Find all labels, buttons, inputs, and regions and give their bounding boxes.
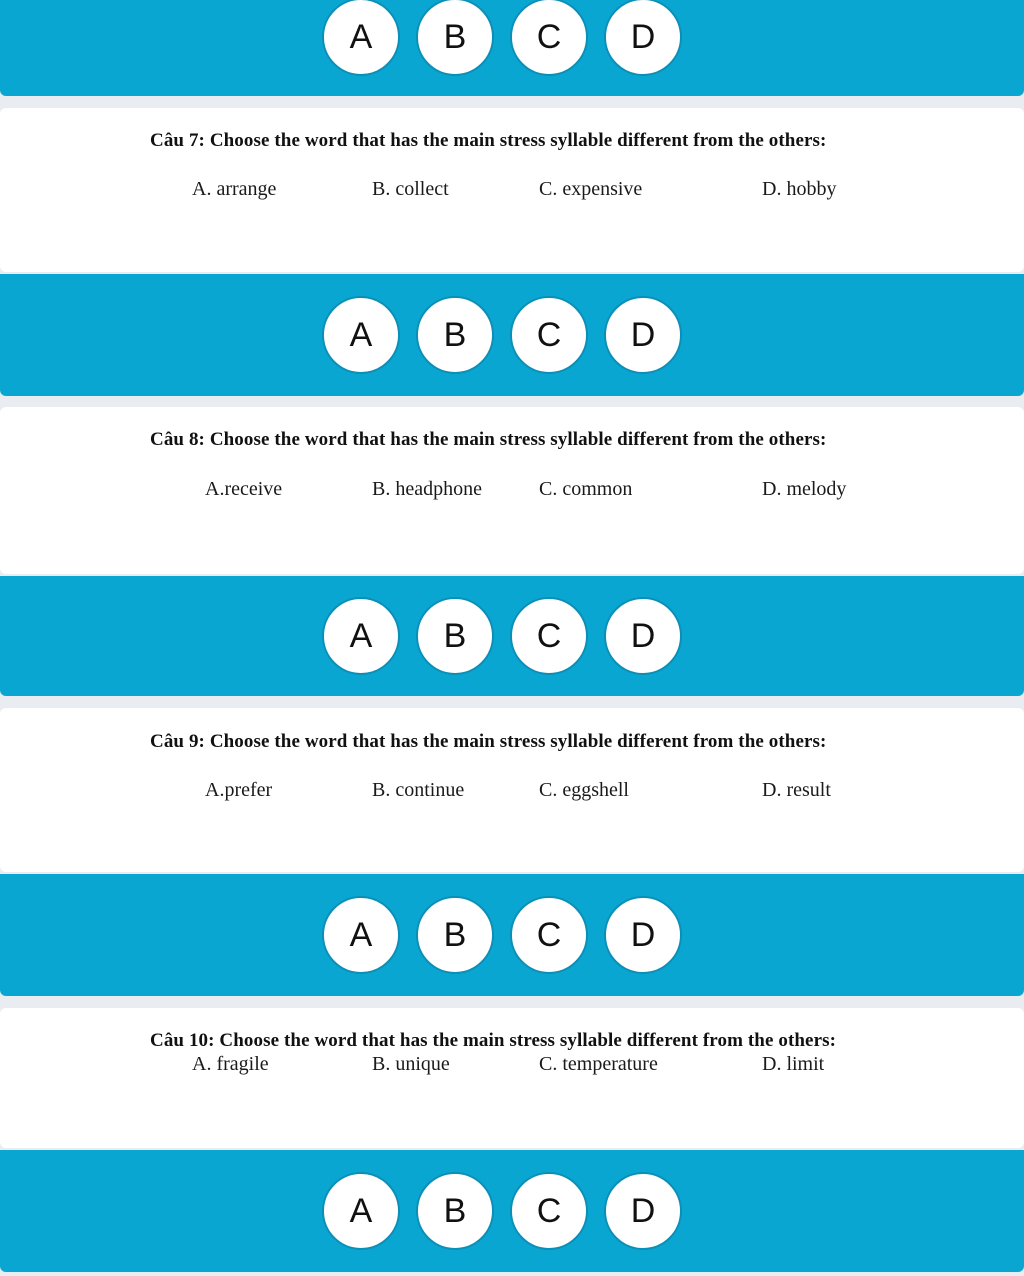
answer-a-button[interactable]: A [322,296,400,374]
answer-button-group [322,1172,682,1250]
answer-button-group [322,0,682,76]
choice-b: B. unique [372,1053,450,1075]
answer-a-button[interactable]: A [322,896,400,974]
choice-c: C. expensive [539,178,643,200]
answer-b-button[interactable]: B [416,1172,494,1250]
choice-b: B. collect [372,178,449,200]
question-title: Câu 7: Choose the word that has the main stress syllable different from the others: [150,130,827,151]
answer-c-button[interactable]: C [510,597,588,675]
choice-d: D. limit [762,1053,825,1075]
answer-c-button[interactable]: C [510,896,588,974]
answer-button-group [322,896,682,974]
question-card-7 [0,108,1024,272]
answer-c-button[interactable]: C [510,296,588,374]
choice-d: D. hobby [762,178,837,200]
answer-bar-q6 [0,0,1024,96]
question-title: Câu 9: Choose the word that has the main stress syllable different from the others: [150,731,827,752]
answer-b-button[interactable]: B [416,597,494,675]
question-title: Câu 8: Choose the word that has the main stress syllable different from the others: [150,429,827,450]
answer-bar-q8 [0,576,1024,696]
choice-d: D. result [762,779,831,801]
answer-bar-q10 [0,1150,1024,1272]
answer-bar-q9 [0,874,1024,996]
answer-d-button[interactable]: D [604,896,682,974]
question-card-10 [0,1008,1024,1148]
answer-b-button[interactable]: B [416,896,494,974]
answer-a-button[interactable]: A [322,0,400,76]
answer-button-group [322,296,682,374]
choice-b: B. continue [372,779,465,801]
choice-c: C. common [539,478,633,500]
answer-bar-q7 [0,274,1024,396]
choice-c: C. temperature [539,1053,658,1075]
answer-d-button[interactable]: D [604,597,682,675]
answer-c-button[interactable]: C [510,0,588,76]
answer-d-button[interactable]: D [604,296,682,374]
answer-button-group [322,597,682,675]
choice-b: B. headphone [372,478,482,500]
answer-c-button[interactable]: C [510,1172,588,1250]
answer-b-button[interactable]: B [416,296,494,374]
answer-d-button[interactable]: D [604,0,682,76]
question-card-8 [0,407,1024,574]
choice-a: A.receive [205,478,283,500]
answer-a-button[interactable]: A [322,1172,400,1250]
choice-a: A. fragile [192,1053,269,1075]
choice-a: A.prefer [205,779,273,801]
answer-b-button[interactable]: B [416,0,494,76]
choice-a: A. arrange [192,178,277,200]
answer-a-button[interactable]: A [322,597,400,675]
question-title: Câu 10: Choose the word that has the main stress syllable different from the others: [150,1030,837,1051]
choice-c: C. eggshell [539,779,629,801]
question-card-9 [0,708,1024,872]
answer-d-button[interactable]: D [604,1172,682,1250]
choice-d: D. melody [762,478,847,500]
